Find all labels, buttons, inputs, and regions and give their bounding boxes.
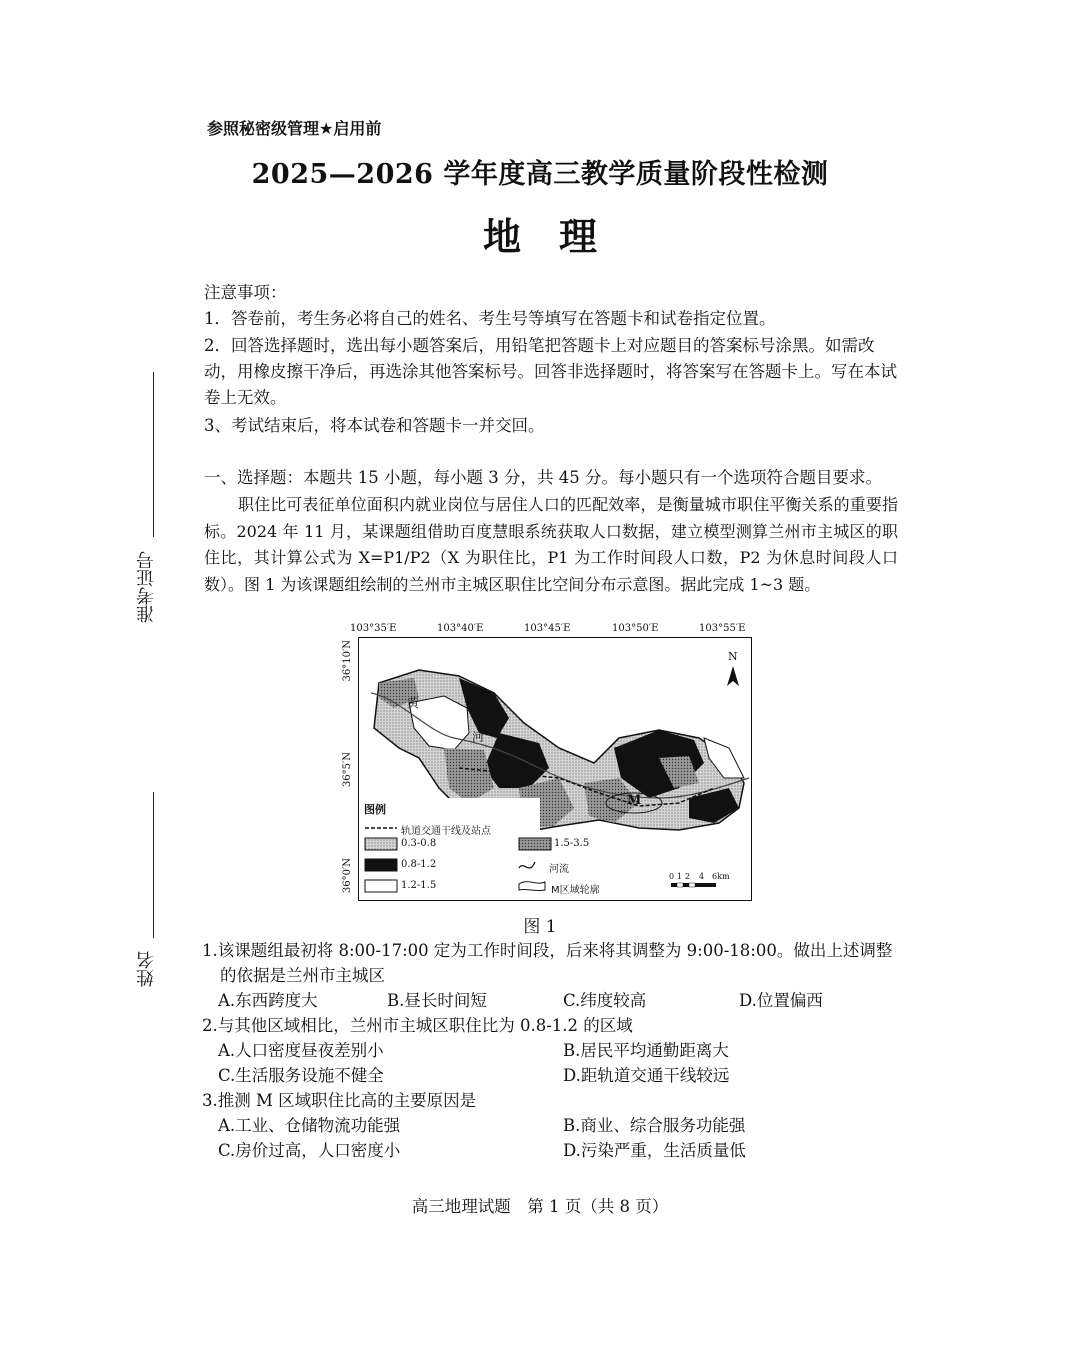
legend-swatch-c1 [365, 838, 397, 850]
lon-label: 103°55′E [699, 623, 746, 634]
legend-m-label: M区域轮廓 [551, 885, 600, 896]
question-1-option-a: A.东西跨度大 [218, 991, 318, 1010]
question-1-option-b: B.昼长时间短 [387, 991, 487, 1010]
notice-heading: 注意事项： [204, 283, 287, 302]
legend-river-label: 河流 [549, 864, 569, 875]
legend-c3-label: 1.2-1.5 [401, 880, 437, 891]
lon-label: 103°40′E [437, 623, 484, 634]
legend-swatch-c3 [365, 880, 397, 892]
legend-title: 图例 [364, 803, 386, 816]
question-3-option-a: A.工业、仓储物流功能强 [218, 1116, 401, 1135]
subject-title: 地理 [482, 214, 635, 259]
question-1-stem: 1.该课题组最初将 8:00-17:00 定为工作时间段，后来将其调整为 9:00-18:00。做出上述调整 [202, 941, 893, 960]
name-label: 姓名 [136, 951, 157, 987]
question-3-option-d: D.污染严重，生活质量低 [563, 1141, 746, 1160]
notice-item-2: 2．回答选择题时，选出每小题答案后，用铅笔把答题卡上对应题目的答案标号涂黑。如需改动，用橡皮擦干净后，再选涂其他答案标号。回答非选择题时，将答案写在答题卡上。写在本试卷上无效。 [204, 336, 897, 407]
legend-c1-label: 0.3-0.8 [401, 838, 437, 849]
question-2-option-b: B.居民平均通勤距离大 [563, 1041, 729, 1060]
legend-c2-label: 0.8-1.2 [401, 859, 437, 870]
scale-label: 1 [677, 872, 683, 881]
notice-item-1: 1．答卷前，考生务必将自己的姓名、考生号等填写在答题卡和试卷指定位置。 [204, 309, 776, 328]
lon-label: 103°35′E [350, 623, 397, 634]
scale-label: 4 [699, 872, 705, 881]
notice-item-3: 3、考试结束后，将本试卷和答题卡一并交回。 [204, 416, 545, 435]
lanzhou-ratio-map [358, 637, 752, 901]
legend-c4-label: 1.5-3.5 [554, 838, 590, 849]
river-char: 河 [472, 730, 485, 744]
question-3-option-b: B.商业、综合服务功能强 [563, 1116, 746, 1135]
question-1-option-c: C.纬度较高 [563, 991, 647, 1010]
question-2-option-d: D.距轨道交通干线较远 [563, 1066, 730, 1085]
north-arrow [727, 666, 739, 686]
page-footer: 高三地理试题 第 1 页（共 8 页） [411, 1197, 669, 1216]
question-1-stem-cont: 的依据是兰州市主城区 [220, 966, 385, 985]
m-area-label: M [627, 793, 642, 808]
legend-rail-label: 轨道交通干线及站点 [401, 826, 491, 837]
legend-swatch-c2 [365, 859, 397, 871]
north-label: N [728, 650, 738, 663]
scale-label: 2 [685, 872, 691, 881]
material-intro: 职住比可表征单位面积内就业岗位与居住人口的匹配效率，是衡量城市职住平衡关系的重要指标。2024 年 11 月，某课题组借助百度慧眼系统获取人口数据，建立模型测算兰州市主城区的职住比，其计算公式为 X=P1/P2（X 为职住比，P1 为工作时间段人口数，P2 为休息时间段人口数）。图 1 为该课题组绘制的兰州市主城区职住比空间分布示意图。据此完成 1~3 题。 [204, 495, 898, 594]
lon-label: 103°45′E [524, 623, 571, 634]
exam-title: 2025—2026 学年度高三教学质量阶段性检测 [251, 159, 829, 190]
legend-swatch-c4 [519, 838, 551, 850]
lon-label: 103°50′E [612, 623, 659, 634]
river-char: 黄 [407, 696, 420, 710]
question-2-stem: 2.与其他区域相比，兰州市主城区职住比为 0.8-1.2 的区域 [202, 1016, 633, 1035]
scale-label: 0 [669, 872, 675, 881]
question-3-stem: 3.推测 M 区域职住比高的主要原因是 [202, 1091, 477, 1110]
lat-label: 36°0′N [342, 858, 353, 894]
lat-label: 36°10′N [342, 640, 353, 682]
confidential-mark: 参照秘密级管理★启用前 [207, 119, 382, 138]
lat-label: 36°5′N [342, 752, 353, 788]
question-2-option-c: C.生活服务设施不健全 [218, 1066, 384, 1085]
question-3-option-c: C.房价过高，人口密度小 [218, 1141, 401, 1160]
scale-label: 6km [712, 872, 730, 881]
question-2-option-a: A.人口密度昼夜差别小 [218, 1041, 384, 1060]
question-1-option-d: D.位置偏西 [739, 991, 823, 1010]
exam-no-line [153, 372, 154, 537]
figure-caption: 图 1 [523, 917, 557, 937]
section-heading: 一、选择题：本题共 15 小题，每小题 3 分，共 45 分。每小题只有一个选项符合题目要求。 [204, 468, 882, 487]
exam-no-label: 准考证号 [136, 551, 157, 623]
